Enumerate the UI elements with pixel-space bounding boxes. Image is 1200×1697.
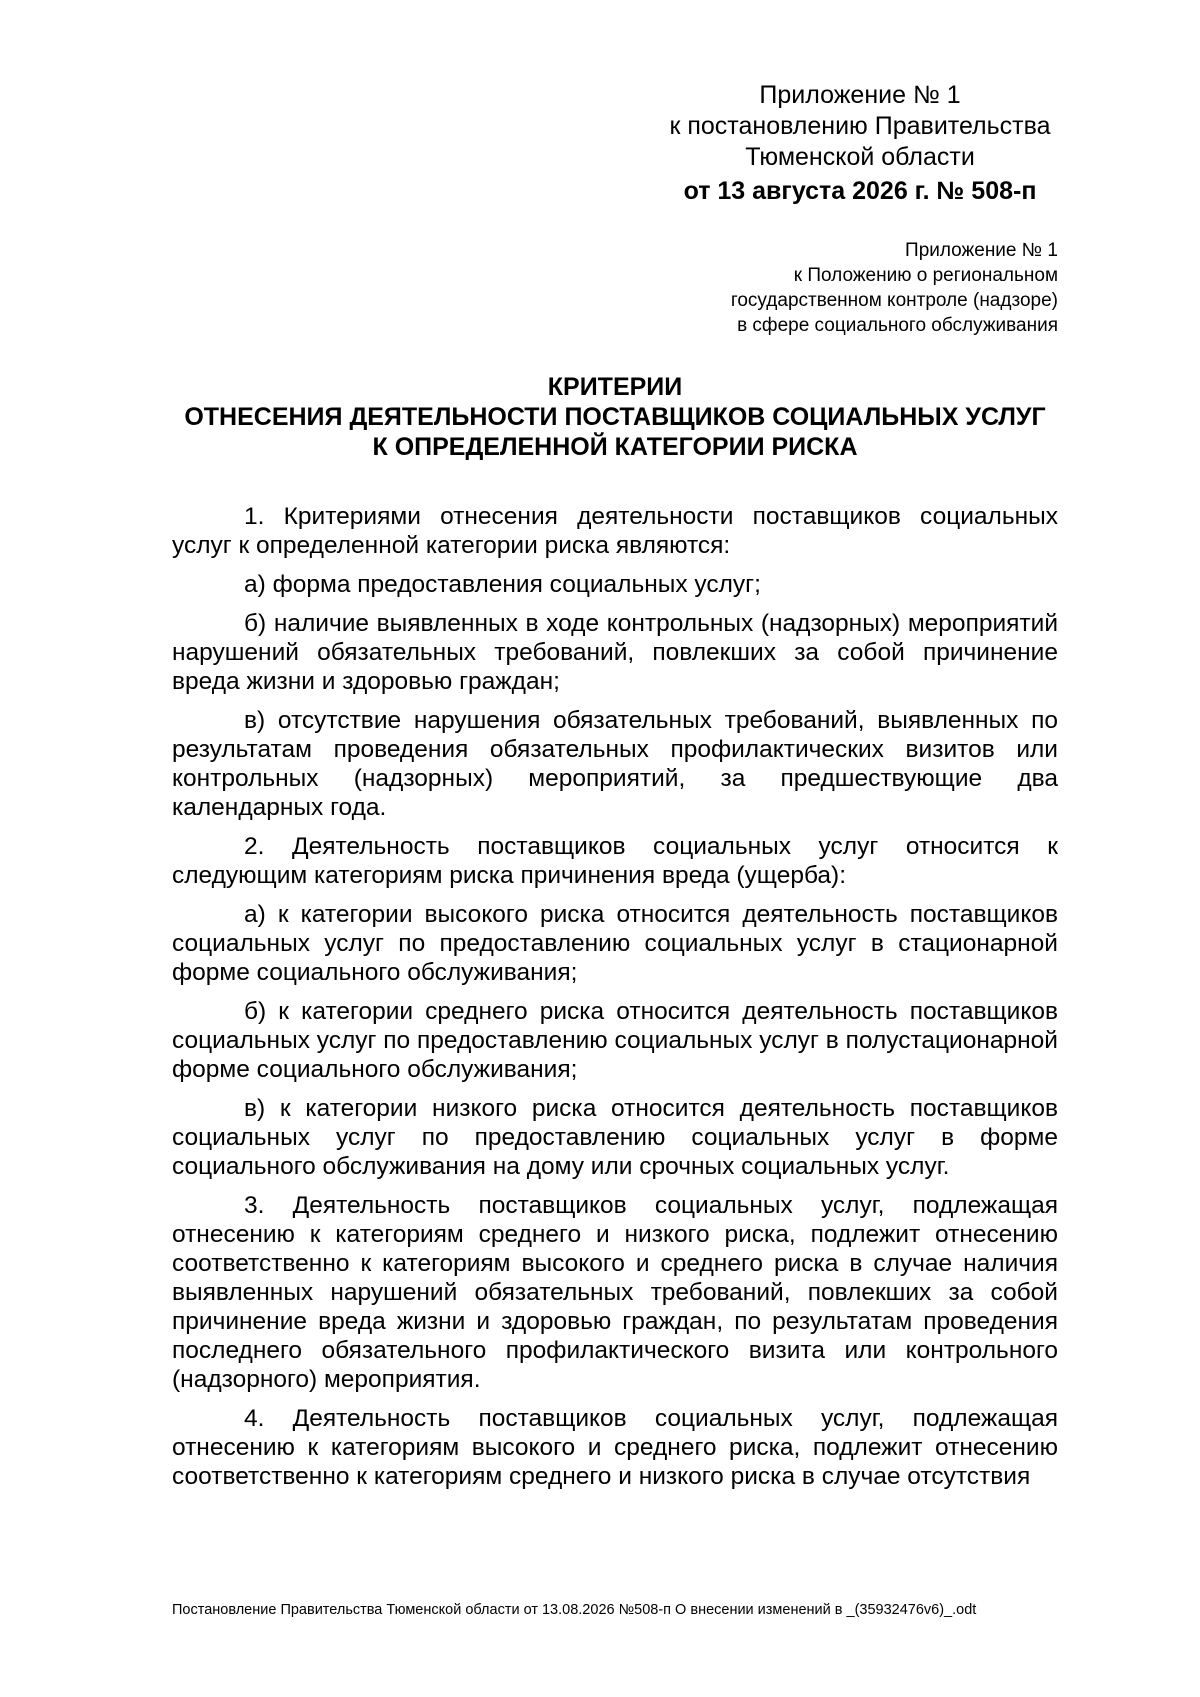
- paragraph-2a: а) к категории высокого риска относится деятельность поставщиков социальных услуг по предоставлению социальных услуг в стационарной форме социального обслуживания;: [172, 901, 1058, 986]
- paragraph-4: 4. Деятельность поставщиков социальных услуг, подлежащая отнесению к категориям высокого и среднего риска, подлежит отнесению соответственно к категориям среднего и низкого риска в случае отсутствия: [172, 1405, 1058, 1490]
- title-line-3: К ОПРЕДЕЛЕННОЙ КАТЕГОРИИ РИСКА: [372, 433, 858, 461]
- appendix-region: Тюменской области: [745, 143, 975, 171]
- sub-appendix-header: [658, 238, 1058, 338]
- paragraph-2b: б) к категории среднего риска относится деятельность поставщиков социальных услуг по предоставлению социальных услуг в полустационарной форме социального обслуживания;: [172, 998, 1058, 1083]
- paragraph-3: 3. Деятельность поставщиков социальных услуг, подлежащая отнесению к категориям среднего и низкого риска, подлежит отнесению соответственно к категориям высокого и среднего риска в случае наличия выявленных нарушений обязательных требований, повлекших за собой причинение вреда жизни и здоровью граждан, по результатам проведения последнего обязательного профилактического визита или контрольного (надзорного) мероприятия.: [172, 1192, 1058, 1393]
- sub-appendix-number: Приложение № 1: [905, 240, 1058, 261]
- document-body: [172, 502, 1058, 1501]
- appendix-resolution-ref: к постановлению Правительства: [669, 112, 1051, 140]
- paragraph-1c: в) отсутствие нарушения обязательных требований, выявленных по результатам проведения обязательных профилактических визитов или контрольных (надзорных) мероприятий, за предшествующие два календарных года.: [172, 707, 1058, 821]
- paragraph-1b: б) наличие выявленных в ходе контрольных (надзорных) мероприятий нарушений обязательных требований, повлекших за собой причинение вреда жизни и здоровью граждан;: [172, 610, 1058, 695]
- paragraph-2c: в) к категории низкого риска относится деятельность поставщиков социальных услуг по предоставлению социальных услуг в форме социального обслуживания на дому или срочных социальных услуг.: [172, 1095, 1058, 1180]
- appendix-number: Приложение № 1: [759, 81, 961, 109]
- appendix-header: [660, 80, 1060, 207]
- sub-appendix-ref-line-2: государственном контроле (надзоре): [730, 290, 1058, 311]
- sub-appendix-ref-line-3: в сфере социального обслуживания: [737, 315, 1058, 336]
- appendix-date: от 13 августа 2026 г. № 508-п: [683, 177, 1037, 205]
- sub-appendix-ref-line-1: к Положению о региональном: [793, 265, 1058, 286]
- paragraph-1a: а) форма предоставления социальных услуг;: [244, 571, 761, 598]
- title-line-2: ОТНЕСЕНИЯ ДЕЯТЕЛЬНОСТИ ПОСТАВЩИКОВ СОЦИАЛЬНЫХ УСЛУГ: [184, 403, 1046, 431]
- title-line-1: КРИТЕРИИ: [547, 373, 683, 401]
- paragraph-2: 2. Деятельность поставщиков социальных услуг относится к следующим категориям риска причинения вреда (ущерба):: [172, 833, 1058, 889]
- document-title: [172, 372, 1058, 462]
- page-footer: Постановление Правительства Тюменской области от 13.08.2026 №508-п О внесении изменений в _(35932476v6)_.odt: [172, 1602, 977, 1618]
- paragraph-1: 1. Критериями отнесения деятельности поставщиков социальных услуг к определенной категории риска являются:: [172, 503, 1058, 559]
